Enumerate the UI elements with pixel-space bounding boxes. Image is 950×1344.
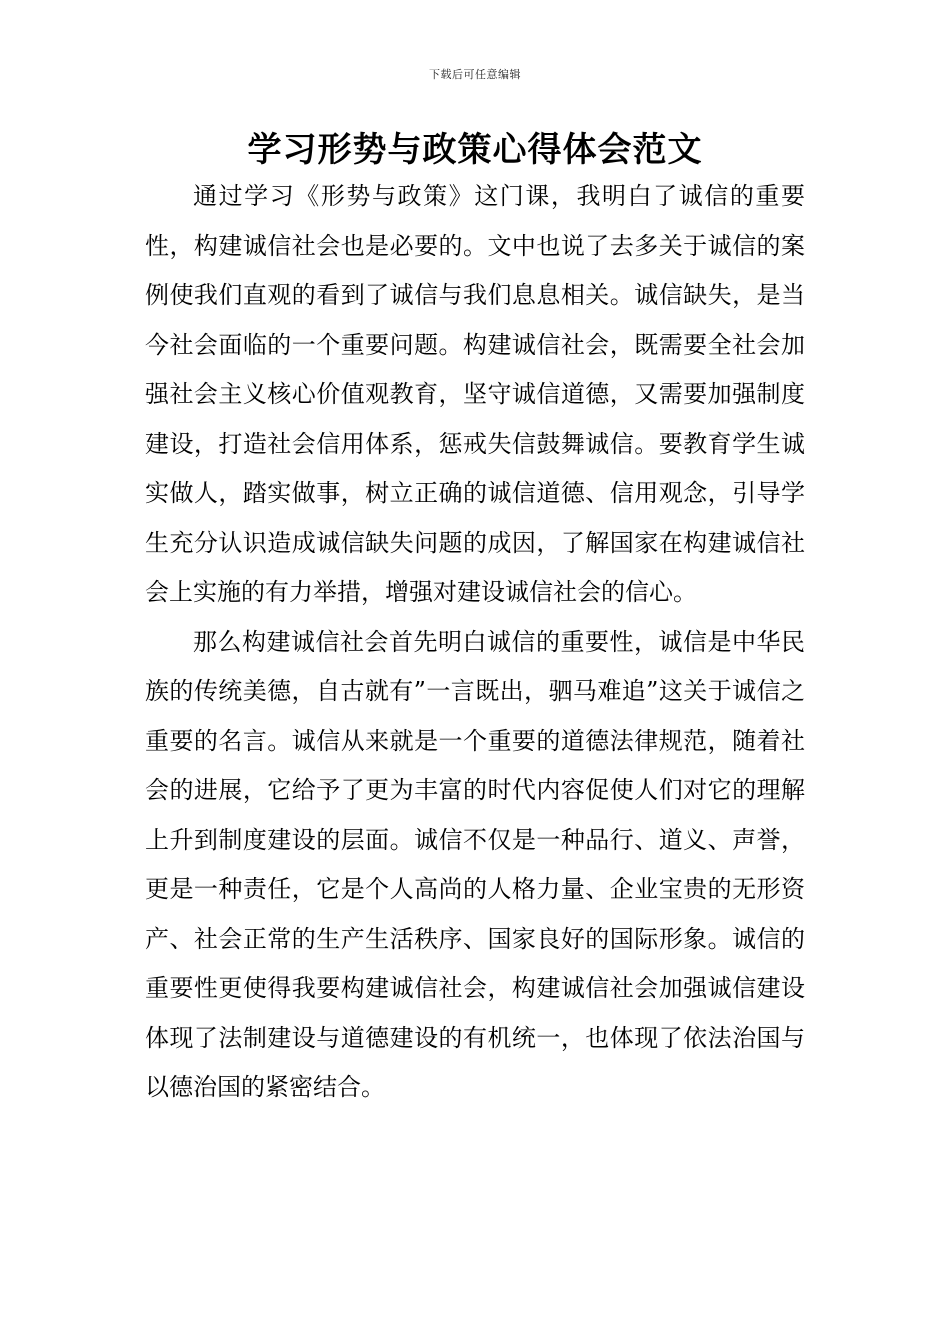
document-body [145,172,805,1113]
paragraph-1: 通过学习《形势与政策》这门课，我明白了诚信的重要性，构建诚信社会也是必要的。文中也说了去多关于诚信的案例使我们直观的看到了诚信与我们息息相关。诚信缺失，是当今社会面临的一个重要问题。构建诚信社会，既需要全社会加强社会主义核心价值观教育，坚守诚信道德，又需要加强制度建设，打造社会信用体系，惩戒失信鼓舞诚信。要教育学生诚实做人，踏实做事，树立正确的诚信道德、信用观念，引导学生充分认识造成诚信缺失问题的成因，了解国家在构建诚信社会上实施的有力举措，增强对建设诚信社会的信心。 [145,182,805,606]
header-note: 下载后可任意编辑 [429,68,521,81]
document-title: 学习形势与政策心得体会范文 [247,130,703,170]
paragraph-2: 那么构建诚信社会首先明白诚信的重要性，诚信是中华民族的传统美德，自古就有”一言既出，驷马难追”这关于诚信之重要的名言。诚信从来就是一个重要的道德法律规范，随着社会的进展，它给予了更为丰富的时代内容促使人们对它的理解上升到制度建设的层面。诚信不仅是一种品行、道义、声誉，更是一种责任，它是个人高尚的人格力量、企业宝贵的无形资产、社会正常的生产生活秩序、国家良好的国际形象。诚信的重要性更使得我要构建诚信社会，构建诚信社会加强诚信建设体现了法制建设与道德建设的有机统一，也体现了依法治国与以德治国的紧密结合。 [145,627,805,1101]
